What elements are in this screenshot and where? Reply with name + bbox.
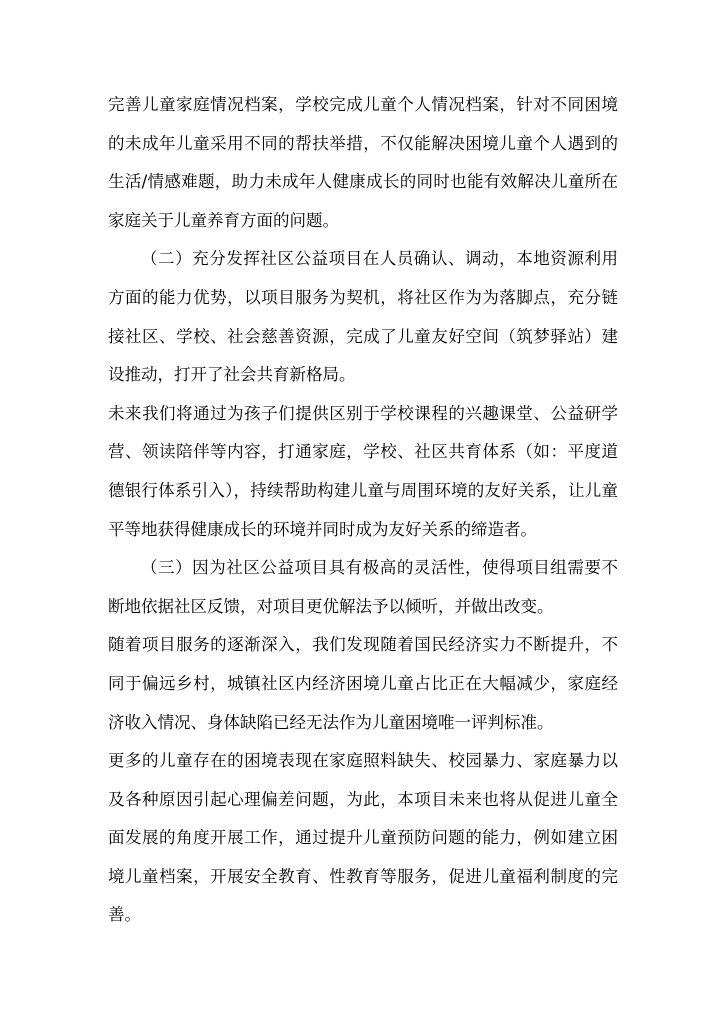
- paragraph-service-findings: 随着项目服务的逐渐深入，我们发现随着国民经济实力不断提升，不同于偏远乡村，城镇社区内经济困境儿童占比正在大幅减少，家庭经济收入情况、身体缺陷已经无法作为儿童困境唯一评判标准。: [108, 635, 618, 732]
- paragraph-section-three: （三）因为社区公益项目具有极高的灵活性，使得项目组需要不断地依据社区反馈，对项目更优解法予以倾听，并做出改变。: [108, 558, 618, 616]
- paragraph-future-direction: 更多的儿童存在的困境表现在家庭照料缺失、校园暴力、家庭暴力以及各种原因引起心理偏差问题，为此，本项目未来也将从促进儿童全面发展的角度开展工作，通过提升儿童预防问题的能力，例如建立困境儿童档案，开展安全教育、性教育等服务，促进儿童福利制度的完善。: [108, 751, 618, 925]
- paragraph-family-records: 完善儿童家庭情况档案，学校完成儿童个人情况档案，针对不同困境的未成年儿童采用不同的帮扶举措，不仅能解决困境儿童个人遇到的生活/情感难题，助力未成年人健康成长的同时也能有效解决儿童所在家庭关于儿童养育方面的问题。: [108, 95, 618, 230]
- paragraph-future-plans: 未来我们将通过为孩子们提供区别于学校课程的兴趣课堂、公益研学营、领读陪伴等内容，打通家庭，学校、社区共育体系（如：平度道德银行体系引入），持续帮助构建儿童与周围环境的友好关系，让儿童平等地获得健康成长的环境并同时成为友好关系的缔造者。: [108, 403, 618, 539]
- document-body: [108, 86, 618, 935]
- paragraph-section-two: （二）充分发挥社区公益项目在人员确认、调动，本地资源利用方面的能力优势，以项目服务为契机，将社区作为为落脚点，充分链接社区、学校、社会慈善资源，完成了儿童友好空间（筑梦驿站）建设推动，打开了社会共育新格局。: [108, 249, 618, 385]
